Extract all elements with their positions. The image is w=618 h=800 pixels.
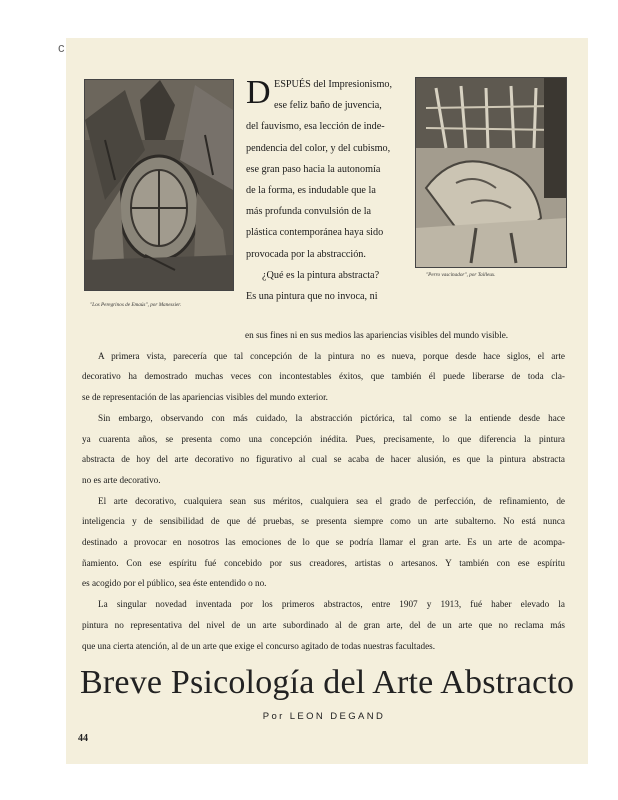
intro-line: más profunda convulsión de la <box>246 206 372 218</box>
body-line: no es arte decorativo. <box>82 474 161 485</box>
body-line: en sus fines ni en sus medios las apariencias visibles del mundo visible. <box>245 330 509 340</box>
body-line: Sin embargo, observando con más cuidado, la abstracción pictórica, tal como se la entiende desde hace <box>98 412 565 423</box>
intro-line: Es una pintura que no invoca, ni <box>246 291 378 303</box>
painting-left-caption: "Los Peregrinos de Emaús", por Manessier. <box>90 302 182 308</box>
body-line: decorativo ha demostrado muchas veces con incontestables éxitos, que también él puede liberarse de toda cla- <box>82 371 565 382</box>
body-line: abstracta de hoy del arte decorativo no figurativo al cual se acaba de hacer alusión, es que la pintura abstracta <box>82 454 565 465</box>
painting-right-image <box>415 77 567 268</box>
article-author: Por LEON DEGAND <box>262 711 386 722</box>
painting-left-image <box>84 79 234 291</box>
body-line: A primera vista, parecería que tal concepción de la pintura no es nueva, porque desde hace siglos, el arte <box>98 350 565 361</box>
intro-line: pendencia del color, y del cubismo, <box>246 142 391 154</box>
article-body <box>82 325 565 656</box>
intro-line: del fauvismo, esa lección de inde- <box>246 121 385 133</box>
body-line: ya cuarenta años, se presenta como una concepción inédita. Pues, precisamente, lo que diferencia la pintura <box>82 433 565 444</box>
intro-line: plástica contemporánea haya sido <box>246 227 384 239</box>
intro-line: ESPUÉS del Impresionismo, <box>274 79 393 90</box>
body-line: ñamiento. Con ese espíritu fué concebido por sus creadores, artistas o artesanos. Y también con ese espíritu <box>82 557 565 568</box>
body-line: se de representación de las apariencias visibles del mundo exterior. <box>82 392 328 403</box>
intro-line: de la forma, es indudable que la <box>246 185 376 197</box>
intro-line: ese gran paso hacia la autonomía <box>246 163 381 175</box>
body-line: La singular novedad inventada por los primeros abstractos, entre 1907 y 1913, fué haber elevado la <box>98 599 565 610</box>
page-number: 44 <box>78 733 88 744</box>
body-line: pintura no representativa del nivel de un arte subordinado al de gran arte, del de un arte que no reclama más <box>82 619 565 630</box>
body-line: inteligencia y de sensibilidad de que dé pruebas, se presenta siempre como un arte subalterno. No está nunca <box>82 516 565 527</box>
corner-mark: c <box>58 40 65 55</box>
intro-line: ¿Qué es la pintura abstracta? <box>262 269 380 281</box>
body-line: El arte decorativo, cualquiera sean sus méritos, cualquiera sea el grado de perfección, de refinamiento, de <box>98 495 565 506</box>
article-title: Breve Psicología del Arte Abstracto <box>80 664 575 701</box>
body-line: es acogido por el público, sea éste entendido o no. <box>82 578 267 589</box>
body-line: que una cierta atención, al de un arte que exige el concurso agitado de todas nuestras facultades. <box>82 640 436 651</box>
drop-cap: D <box>246 74 271 111</box>
intro-column <box>246 74 404 307</box>
body-line: destinado a provocar en nosotros las emociones de lo que se podría llamar el gran arte. Es un arte de acompa- <box>82 537 565 548</box>
painting-right-caption: "Perro vascinador", por Tailleux. <box>426 272 496 278</box>
intro-line: provocada por la abstracción. <box>246 248 366 260</box>
intro-line: ese feliz baño de juvencia, <box>274 100 382 112</box>
